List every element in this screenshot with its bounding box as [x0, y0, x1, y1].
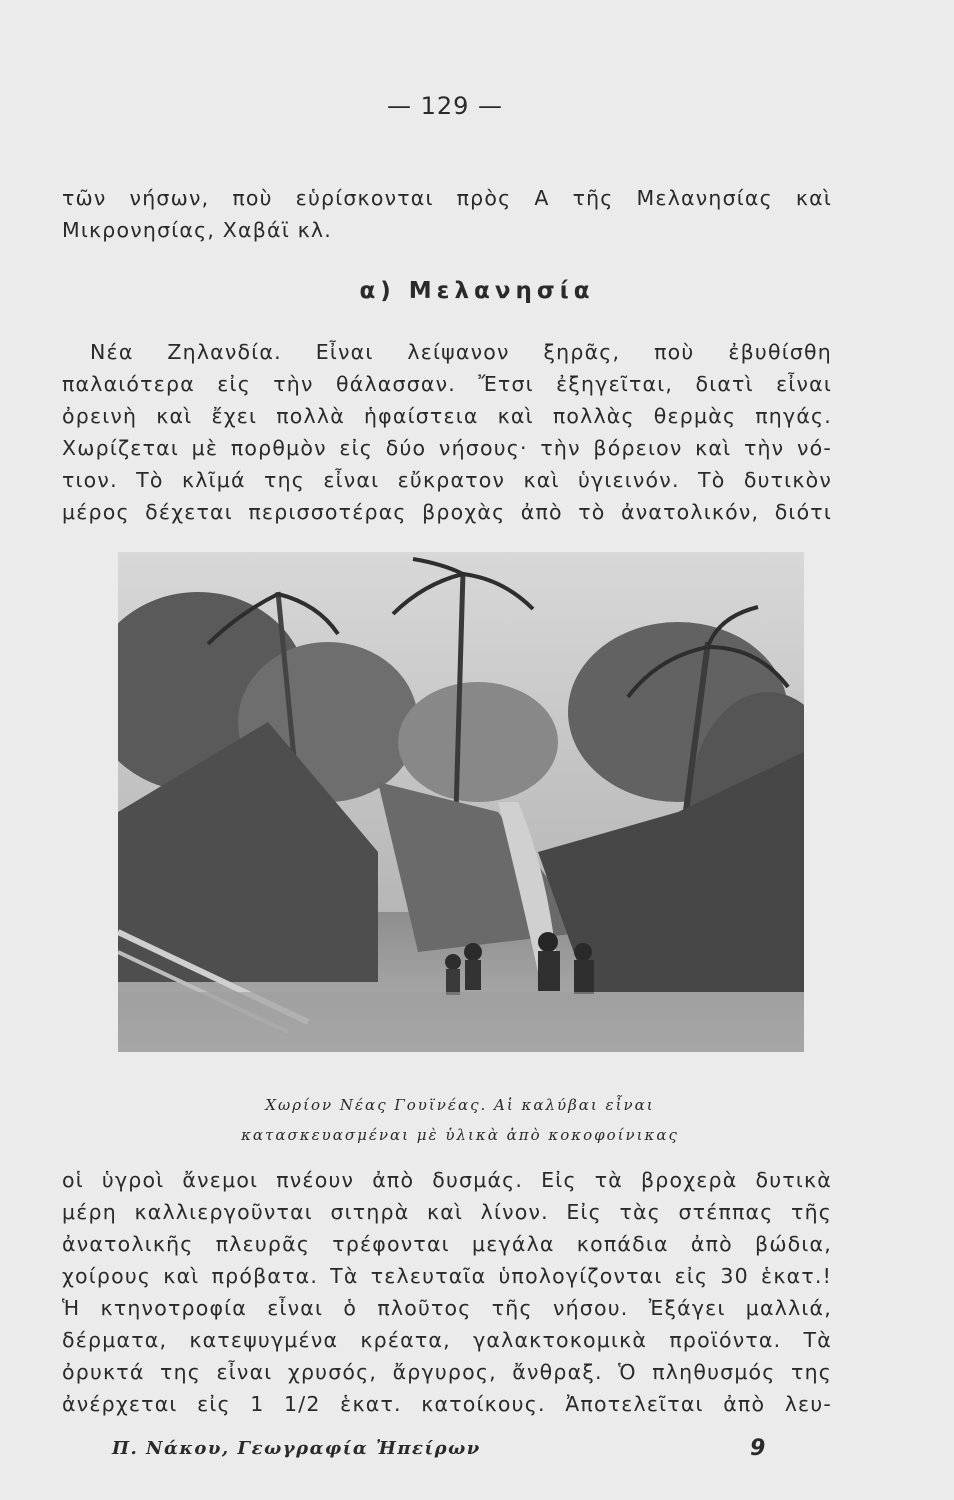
text-line: μέρος δέχεται περισσοτέρας βροχὰς ἀπὸ τὸ ἀνατολικόν, διότι [62, 500, 832, 524]
figure-caption-line-1: Χωρίον Νέας Γουϊνέας. Αἱ καλύβαι εἶναι [265, 1096, 655, 1114]
text-line: ἀνατολικῆς πλευρᾶς τρέφονται μεγάλα κοπάδια ἀπὸ βώδια, [62, 1232, 832, 1256]
text-line: τῶν νήσων, ποὺ εὑρίσκονται πρὸς Α τῆς Μελανησίας καὶ [62, 186, 832, 210]
text-line: Ἡ κτηνοτροφία εἶναι ὁ πλοῦτος τῆς νήσου. Ἐξάγει μαλλιά, [62, 1296, 832, 1320]
text-line: χοίρους καὶ πρόβατα. Τὰ τελευταῖα ὑπολογίζονται εἰς 30 ἑκατ.! [62, 1264, 832, 1288]
text-line: τιον. Τὸ κλῖμά της εἶναι εὔκρατον καὶ ὑγιεινόν. Τὸ δυτικὸν [62, 468, 832, 492]
text-line: Χωρίζεται μὲ πορθμὸν εἰς δύο νήσους· τὴν βόρειον καὶ τὴν νό- [62, 436, 832, 460]
paragraph-economy [62, 1164, 832, 1420]
text-line: παλαιότερα εἰς τὴν θάλασσαν. Ἔτσι ἐξηγεῖται, διατὶ εἶναι [62, 372, 832, 396]
footer-author: Π. Νάκου, Γεωγραφία Ἠπείρων [112, 1438, 481, 1459]
village-photo [118, 552, 804, 1052]
figure-caption-line-2: κατασκευασμέναι μὲ ὑλικὰ ἀπὸ κοκοφοίνικας [241, 1126, 679, 1144]
page-number: — 129 — [386, 92, 504, 120]
text-line: οἱ ὑγροὶ ἄνεμοι πνέουν ἀπὸ δυσμάς. Εἰς τὰ βροχερὰ δυτικὰ [62, 1168, 832, 1192]
text-line: ἀνέρχεται εἰς 1 1/2 ἑκατ. κατοίκους. Ἀποτελεῖται ἀπὸ λευ- [62, 1392, 832, 1416]
signature-mark: 9 [750, 1436, 766, 1461]
text-line: δέρματα, κατεψυγμένα κρέατα, γαλακτοκομικὰ προϊόντα. Τὰ [62, 1328, 832, 1352]
text-line: ὀρυκτά της εἶναι χρυσός, ἄργυρος, ἄνθραξ. Ὁ πληθυσμός της [62, 1360, 832, 1384]
text-line: Νέα Ζηλανδία. Εἶναι λείψανον ξηρᾶς, ποὺ ἐβυθίσθη [90, 340, 832, 364]
text-line: μέρη καλλιεργοῦνται σιτηρὰ καὶ λίνον. Εἰς τὰς στέππας τῆς [62, 1200, 832, 1224]
text-line: ὀρεινὴ καὶ ἔχει πολλὰ ἡφαίστεια καὶ πολλὰς θερμὰς πηγάς. [62, 404, 832, 428]
text-line: Μικρονησίας, Χαβάϊ κλ. [62, 218, 332, 242]
paragraph-new-zealand [62, 336, 832, 528]
intro-paragraph [62, 182, 832, 246]
section-heading: α) Μελανησία [359, 278, 595, 304]
